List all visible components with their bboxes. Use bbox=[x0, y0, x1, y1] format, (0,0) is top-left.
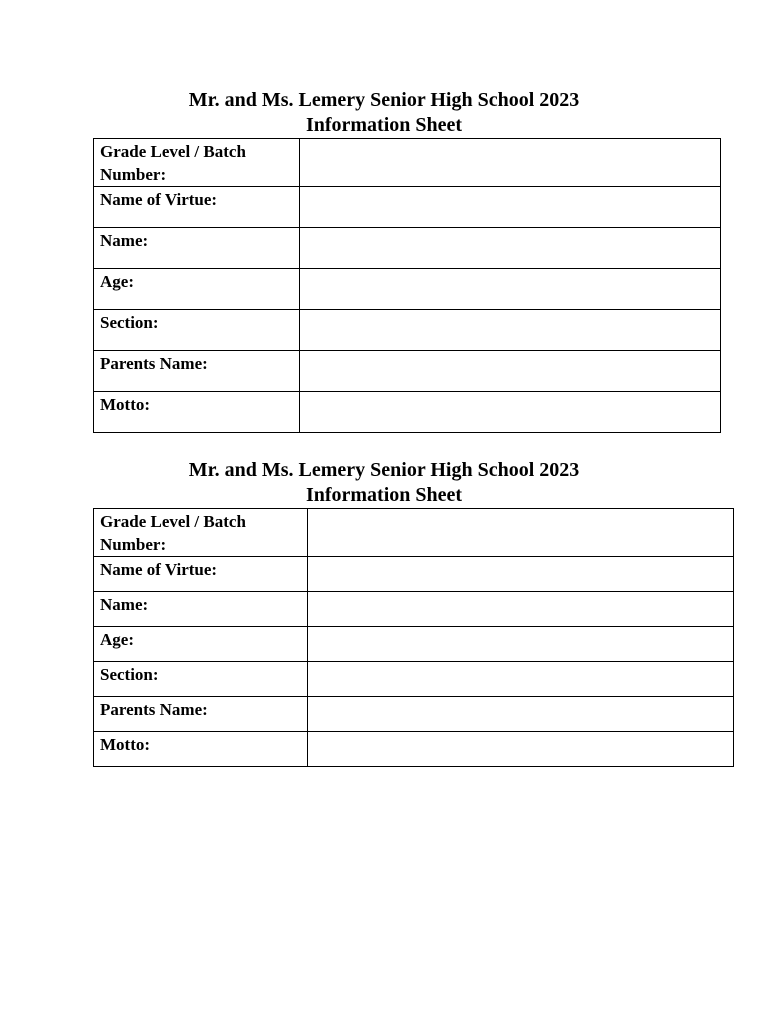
field-value-motto[interactable] bbox=[300, 392, 721, 433]
field-value-name[interactable] bbox=[308, 592, 734, 627]
sheet-title-line-1: Mr. and Ms. Lemery Senior High School 2023 bbox=[188, 89, 580, 111]
sheet-title-line-1: Mr. and Ms. Lemery Senior High School 2023 bbox=[188, 459, 580, 481]
field-label-grade-level-line-1: Grade Level / Batch bbox=[100, 512, 246, 531]
table-row-grade-level bbox=[94, 509, 734, 557]
field-value-section[interactable] bbox=[308, 662, 734, 697]
table-row-motto bbox=[94, 392, 721, 433]
field-label-motto: Motto: bbox=[94, 732, 308, 767]
table-row-section bbox=[94, 310, 721, 351]
table-row-section bbox=[94, 662, 734, 697]
table-row-age bbox=[94, 269, 721, 310]
field-label-parents-name: Parents Name: bbox=[94, 351, 300, 392]
table-row-name-of-virtue bbox=[94, 187, 721, 228]
table-row-name bbox=[94, 592, 734, 627]
field-label-grade-level-line-2: Number: bbox=[100, 165, 167, 184]
field-label-name-of-virtue: Name of Virtue: bbox=[94, 187, 300, 228]
field-label-age: Age: bbox=[94, 269, 300, 310]
field-label-name-of-virtue: Name of Virtue: bbox=[94, 557, 308, 592]
field-value-age[interactable] bbox=[308, 627, 734, 662]
field-label-age: Age: bbox=[94, 627, 308, 662]
information-table bbox=[93, 508, 734, 767]
field-label-grade-level-line-1: Grade Level / Batch bbox=[100, 142, 246, 161]
table-row-name-of-virtue bbox=[94, 557, 734, 592]
field-label-grade-level bbox=[94, 509, 308, 557]
field-label-motto: Motto: bbox=[94, 392, 300, 433]
field-value-parents-name[interactable] bbox=[308, 697, 734, 732]
table-row-parents-name bbox=[94, 351, 721, 392]
field-value-grade-level[interactable] bbox=[300, 139, 721, 187]
field-label-name: Name: bbox=[94, 592, 308, 627]
sheet-title-line-2: Information Sheet bbox=[305, 484, 463, 506]
table-row-parents-name bbox=[94, 697, 734, 732]
field-label-grade-level-line-2: Number: bbox=[100, 535, 167, 554]
field-value-grade-level[interactable] bbox=[308, 509, 734, 557]
field-value-name[interactable] bbox=[300, 228, 721, 269]
table-row-motto bbox=[94, 732, 734, 767]
field-value-age[interactable] bbox=[300, 269, 721, 310]
sheet-title bbox=[0, 458, 768, 508]
sheet-title bbox=[0, 88, 768, 138]
field-value-motto[interactable] bbox=[308, 732, 734, 767]
table-row-grade-level bbox=[94, 139, 721, 187]
field-label-section: Section: bbox=[94, 310, 300, 351]
field-label-section: Section: bbox=[94, 662, 308, 697]
information-table bbox=[93, 138, 721, 433]
field-value-name-of-virtue[interactable] bbox=[308, 557, 734, 592]
field-value-name-of-virtue[interactable] bbox=[300, 187, 721, 228]
field-label-name: Name: bbox=[94, 228, 300, 269]
field-label-parents-name: Parents Name: bbox=[94, 697, 308, 732]
sheet-title-line-2: Information Sheet bbox=[305, 114, 463, 136]
field-value-section[interactable] bbox=[300, 310, 721, 351]
field-value-parents-name[interactable] bbox=[300, 351, 721, 392]
field-label-grade-level bbox=[94, 139, 300, 187]
table-row-age bbox=[94, 627, 734, 662]
table-row-name bbox=[94, 228, 721, 269]
